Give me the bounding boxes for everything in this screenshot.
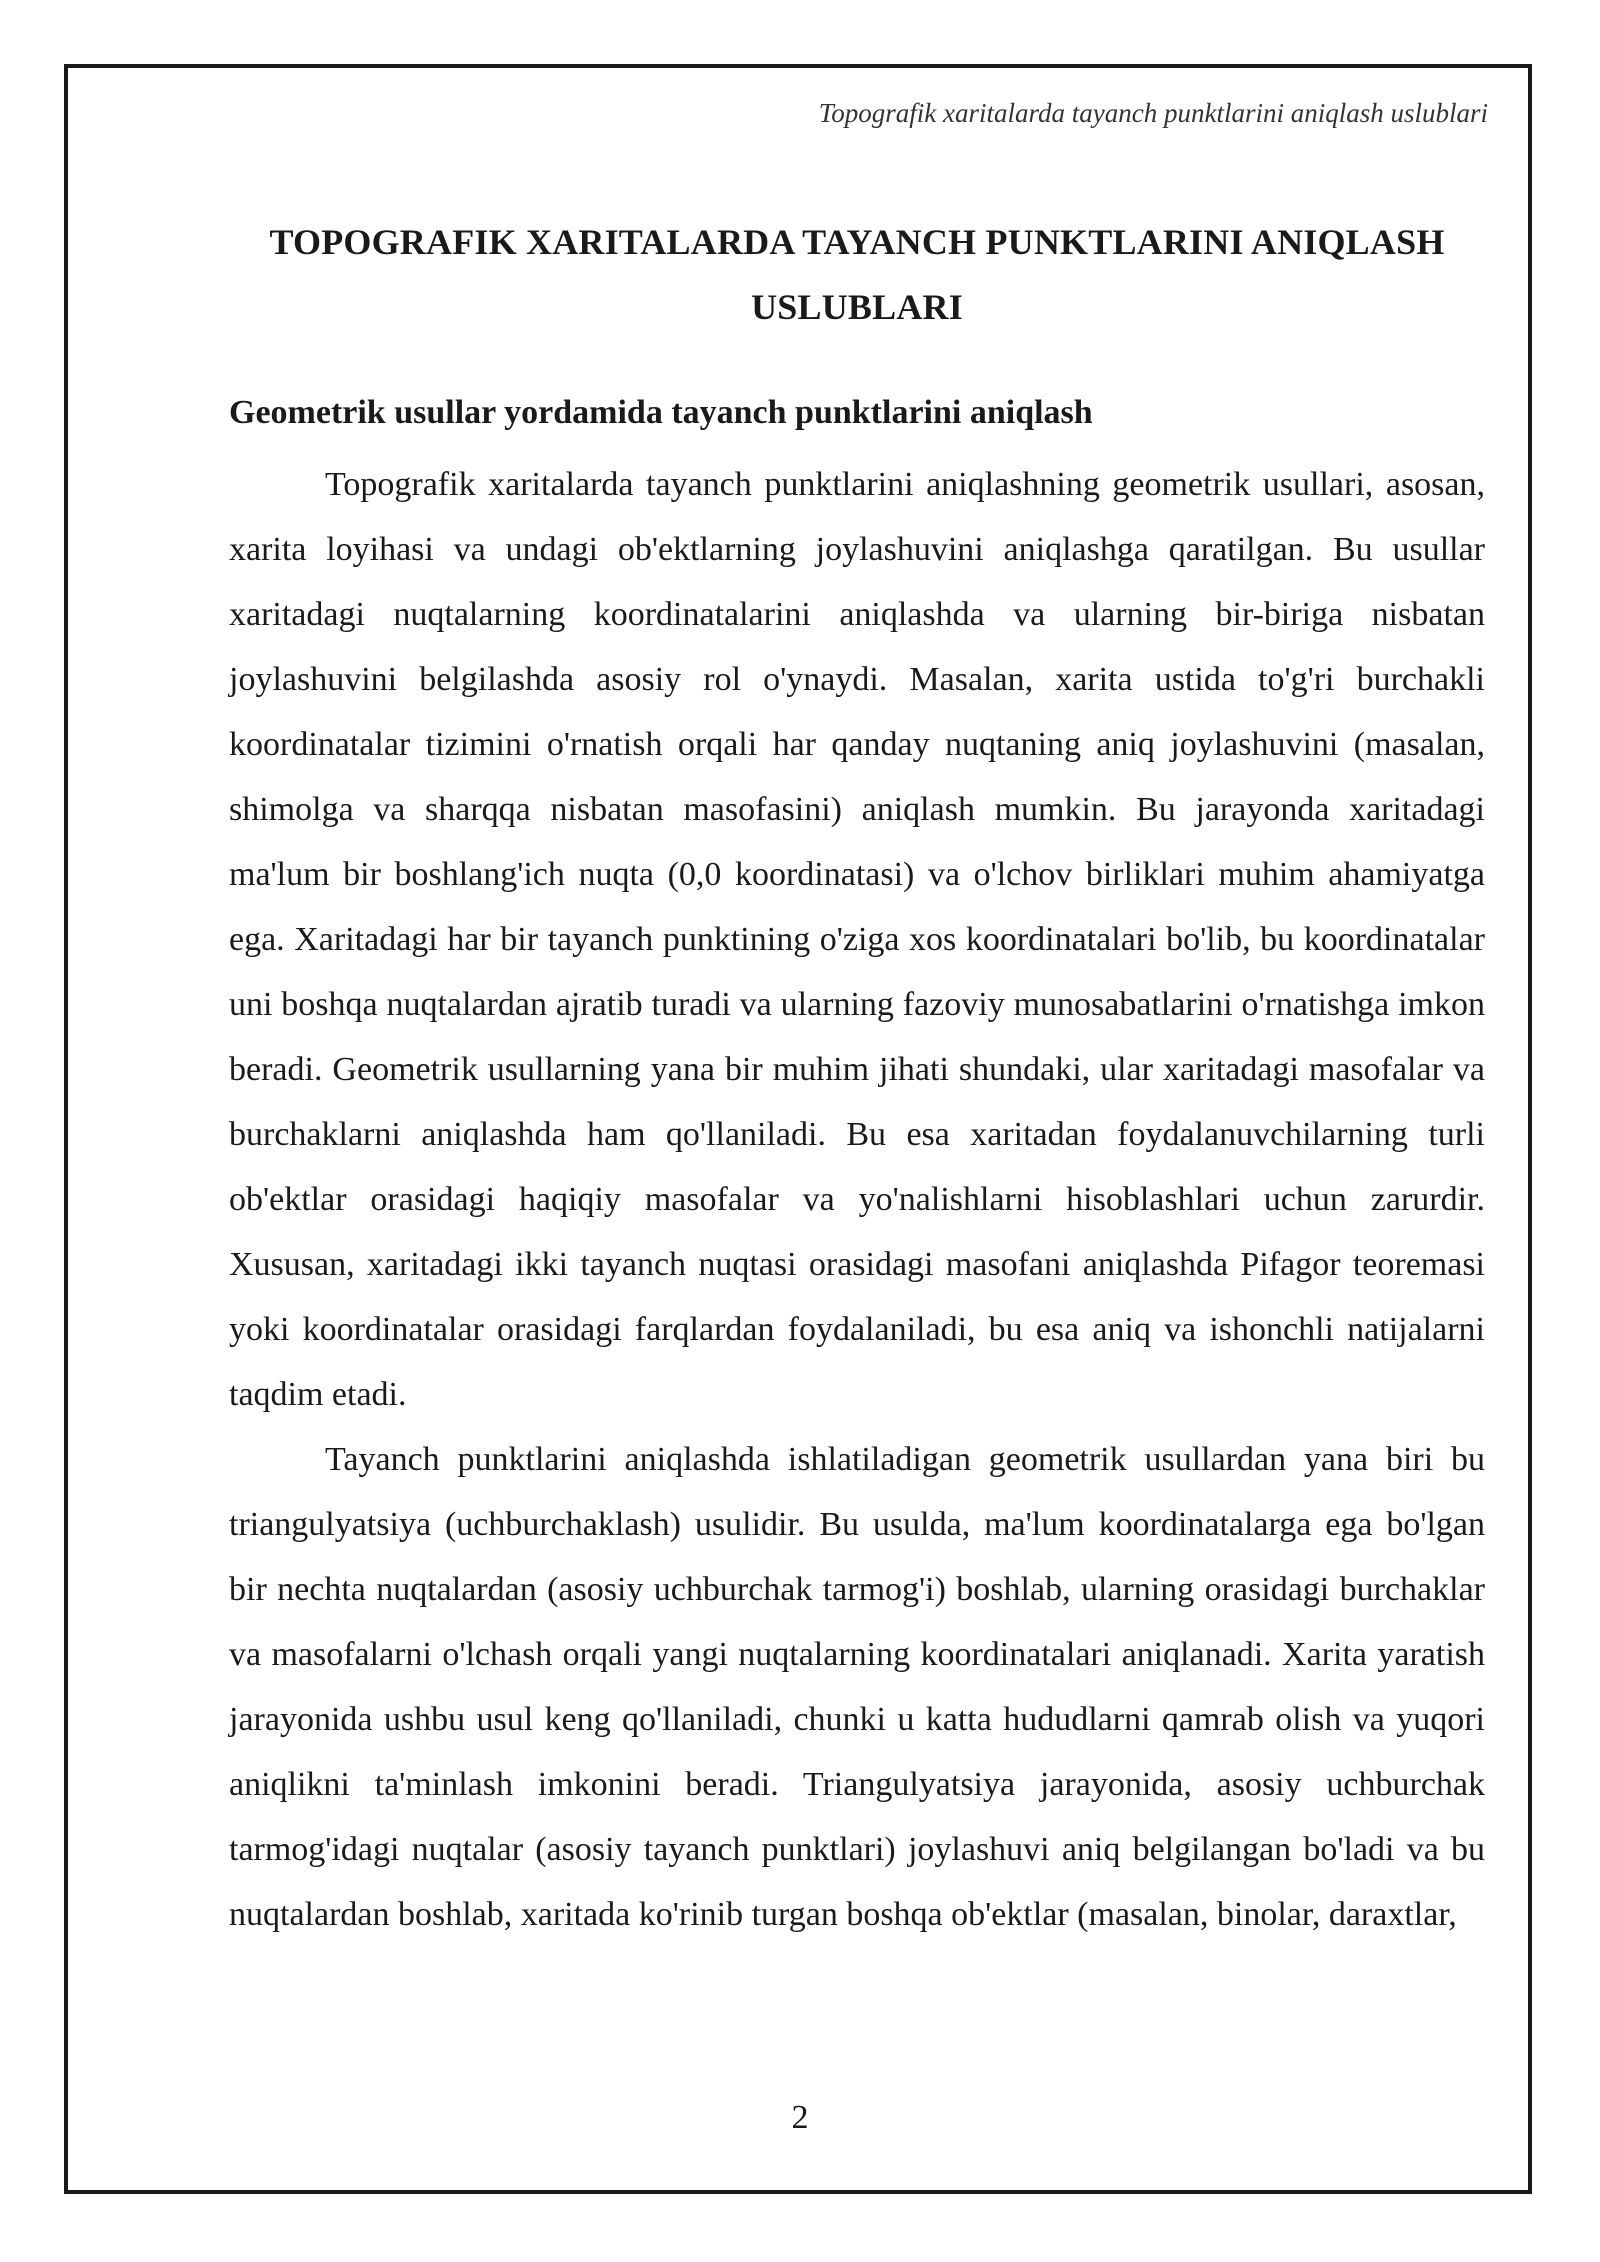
section-heading: Geometrik usullar yordamida tayanch punktlarini aniqlash [229, 394, 1093, 431]
running-header: Topografik xaritalarda tayanch punktlarini aniqlash uslublari [818, 98, 1488, 128]
document-title: TOPOGRAFIK XARITALARDA TAYANCH PUNKTLARINI ANIQLASH USLUBLARI [269, 222, 1445, 327]
body-paragraph-2: Tayanch punktlarini aniqlashda ishlatiladigan geometrik usullardan yana biri bu triangulyatsiya (uchburchaklash) usulidir. Bu usulda, ma'lum koordinatalarga ega bo'lgan bir nechta nuqtalardan (asosiy uchburchak tarmog'i) boshlab, ularning orasidagi burchaklar va masofalarni o'lchash orqali yangi nuqtalarning koordinatalari aniqlanadi. Xarita yaratish jarayonida ushbu usul keng qo'llaniladi, chunki u katta hududlarni qamrab olish va yuqori aniqlikni ta'minlash imkonini beradi. Triangulyatsiya jarayonida, asosiy uchburchak tarmog'idagi nuqtalar (asosiy tayanch punktlari) joylashuvi aniq belgilangan bo'ladi va bu nuqtalardan boshlab, xaritada ko'rinib turgan boshqa ob'ektlar (masalan, binolar, daraxtlar, [229, 1441, 1485, 1933]
page-content [229, 210, 1485, 1947]
page-number: 2 [791, 2099, 809, 2136]
body-paragraph-1: Topografik xaritalarda tayanch punktlarini aniqlashning geometrik usullari, asosan, xarita loyihasi va undagi ob'ektlarning joylashuvini aniqlashga qaratilgan. Bu usullar xaritadagi nuqtalarning koordinatalarini aniqlashda va ularning bir-biriga nisbatan joylashuvini belgilashda asosiy rol o'ynaydi. Masalan, xarita ustida to'g'ri burchakli koordinatalar tizimini o'rnatish orqali har qanday nuqtaning aniq joylashuvini (masalan, shimolga va sharqqa nisbatan masofasini) aniqlash mumkin. Bu jarayonda xaritadagi ma'lum bir boshlang'ich nuqta (0,0 koordinatasi) va o'lchov birliklari muhim ahamiyatga ega. Xaritadagi har bir tayanch punktining o'ziga xos koordinatalari bo'lib, bu koordinatalar uni boshqa nuqtalardan ajratib turadi va ularning fazoviy munosabatlarini o'rnatishga imkon beradi. Geometrik usullarning yana bir muhim jihati shundaki, ular xaritadagi masofalar va burchaklarni aniqlashda ham qo'llaniladi. Bu esa xaritadan foydalanuvchilarning turli ob'ektlar orasidagi haqiqiy masofalar va yo'nalishlarni hisoblashlari uchun zarurdir. Xususan, xaritadagi ikki tayanch nuqtasi orasidagi masofani aniqlashda Pifagor teoremasi yoki koordinatalar orasidagi farqlardan foydalaniladi, bu esa aniq va ishonchli natijalarni taqdim etadi. [229, 466, 1485, 1413]
